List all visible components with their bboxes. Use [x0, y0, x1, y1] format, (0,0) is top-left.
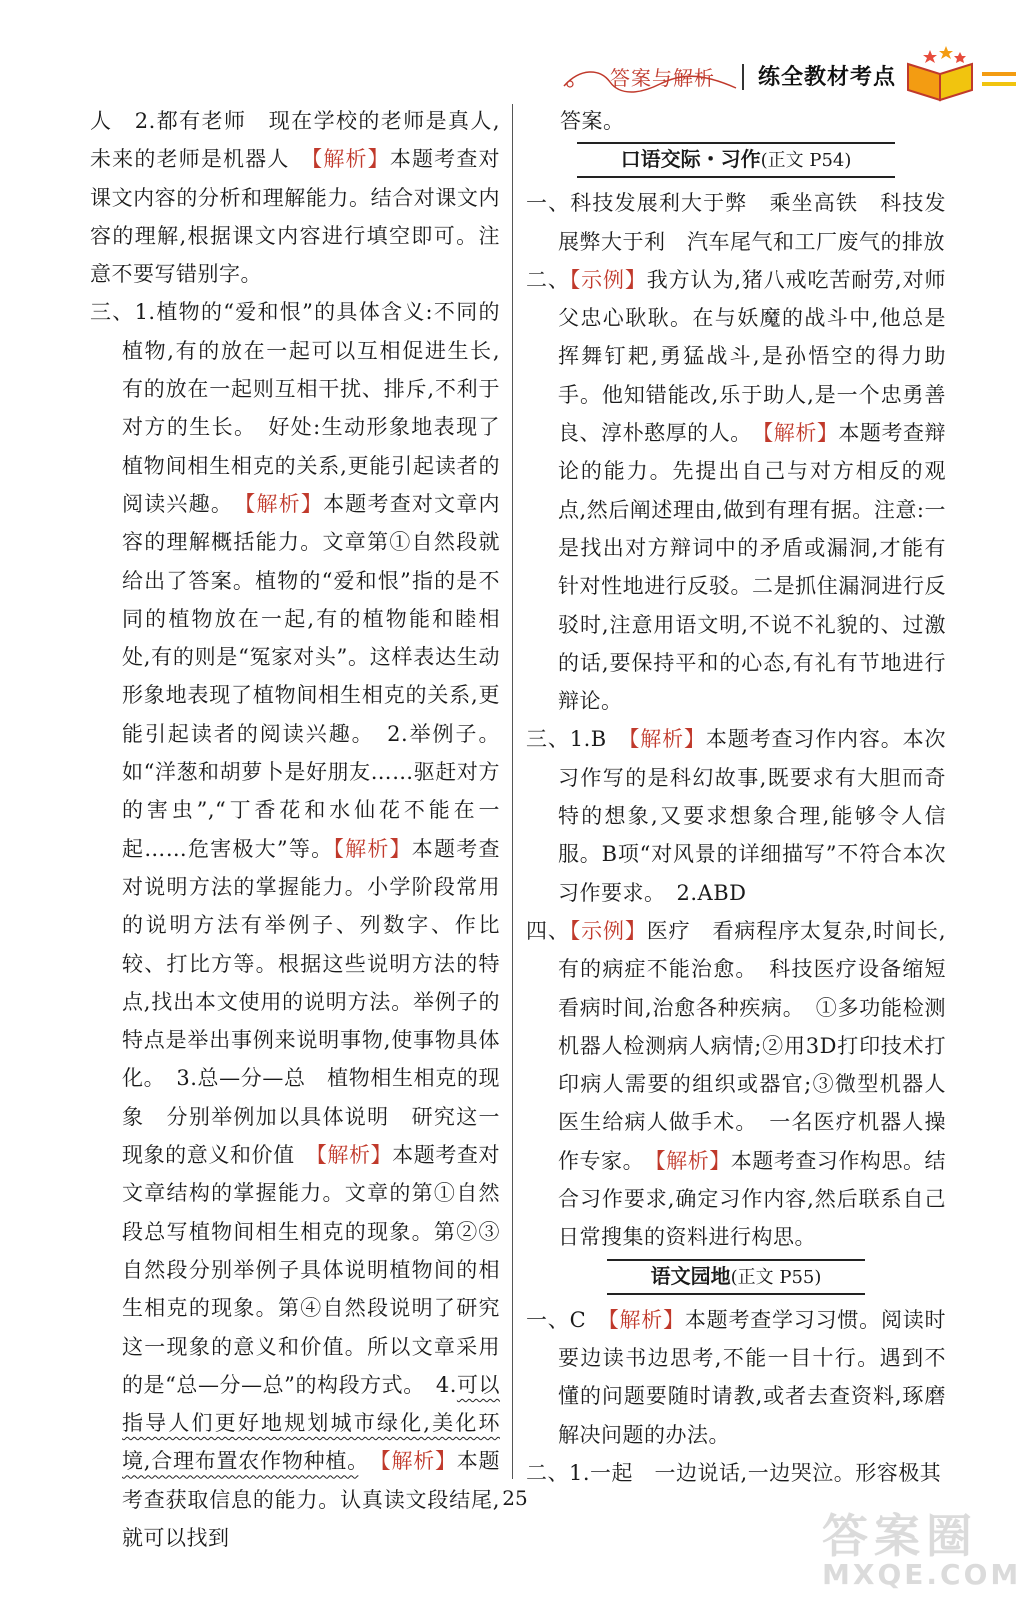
answer-item — [526, 1454, 946, 1492]
answer-continuation — [526, 102, 946, 140]
answer-text: 答案。 — [560, 109, 625, 133]
section-title: 答案与解析 — [610, 66, 715, 90]
column-divider — [512, 104, 513, 1479]
section-heading-box — [577, 142, 896, 178]
answer-text: 我方认为,猪八戒吃苦耐劳,对师父忠心耿耿。在与妖魔的战斗中,他总是挥舞钉耙,勇猛战斗,是孙悟空的得力助手。他知错能改,乐于助人,是一个忠勇善良、淳朴憨厚的人。 — [558, 267, 946, 446]
section-heading-box — [607, 1259, 866, 1295]
answer-item — [526, 184, 946, 261]
explanation-tag: 【解析】 — [333, 836, 412, 861]
explanation-tag: 【解析】 — [244, 491, 324, 516]
answer-item — [526, 261, 946, 721]
left-column — [90, 102, 500, 1557]
answer-text: 二、 — [526, 267, 570, 292]
answer-text: 本题考查对文章内容的理解概括能力。文章第①自然段就给出了答案。植物的“爱和恨”指的是不同的植物放在一起,有的植物能和睦相处,有的则是“冤家对头”。这样表达生动形象地表现了植物间相生相克的关系,更能引起读者的阅读兴趣。 2.举例子。如“洋葱和胡萝卜是好朋友……驱赶对方的害虫”,“丁香花和水仙花不能在一起……危害极大”等。 — [122, 491, 501, 861]
answer-item — [90, 293, 500, 1557]
answer-text: 三、1.植物的“爱和恨”的具体含义:不同的植物,有的放在一起可以互相促进生长,有的放在一起则互相干扰、排斥,不利于对方的生长。 好处:生动形象地表现了植物间相生相克的关系,更能引起读者的阅读兴趣。 — [90, 300, 500, 516]
section-heading — [526, 1259, 946, 1295]
watermark-line-2: MXQE.COM — [822, 1558, 1022, 1591]
section-heading-title: 语文园地 — [650, 1263, 731, 1288]
answer-text: 本题考查习作构思。结合习作要求,确定习作内容,然后联系自己日常搜集的资料进行构思。 — [558, 1148, 947, 1250]
answer-text: 本题考查辩论的能力。先提出自己与对方相反的观点,然后阐述理由,做到有理有据。注意:一是找出对方辩词中的矛盾或漏洞,才能有针对性地进行反驳。二是抓住漏洞进行反驳时,注意用语文明,不说不礼貌的、过激的话,要保持平和的心态,有礼有节地进行辩论。 — [558, 421, 947, 714]
section-heading-title: 口语交际・习作 — [620, 147, 761, 172]
explanation-tag: 【示例】 — [569, 918, 647, 943]
section-heading — [526, 142, 946, 178]
right-column — [526, 102, 946, 1492]
explanation-tag: 【示例】 — [569, 267, 647, 292]
header-divider — [742, 64, 744, 90]
answer-text: 本题考查对课文内容的分析和理解能力。结合对课文内容的理解,根据课文内容进行填空即可。注意不要写错别字。 — [90, 147, 501, 287]
page-number: 25 — [502, 1486, 528, 1510]
answer-text: 本题考查学习习惯。阅读时要边读书边思考,不能一目十行。遇到不懂的问题要随时请教,或者去查资料,琢磨解决问题的办法。 — [558, 1307, 947, 1447]
section-heading-page-ref: (正文 P55) — [730, 1266, 822, 1288]
answer-text: 三、1.B — [526, 727, 629, 752]
explanation-tag: 【解析】 — [655, 1148, 731, 1173]
open-book-icon — [900, 44, 1020, 104]
answer-text: 本题考查习作内容。本次习作写的是科幻故事,既要求有大胆而奇特的想象,又要求想象合理,能够令人信服。B项“对风景的详细描写”不符合本次习作要求。 2.ABD — [558, 727, 947, 905]
underlined-answer: 可以指导人们更好地规划城市绿化,美化环境,合理布置农作物种植。 — [122, 1372, 500, 1474]
explanation-tag: 【解析】 — [628, 727, 706, 752]
answer-continuation — [90, 102, 500, 293]
answer-text: 本题考查获取信息的能力。认真读文段结尾,就可以找到 — [122, 1449, 501, 1550]
watermark-logo — [822, 1500, 1022, 1596]
watermark-line-1: 答案圈 — [822, 1509, 978, 1563]
answer-text: 本题考查对文章结构的掌握能力。文章的第①自然段总写植物间相生相克的现象。第②③自然段分别举例子具体说明植物间的相生相克的现象。第④自然段说明了研究这一现象的意义和价值。所以文章采用的是“总—分—总”的构段方式。 4. — [122, 1143, 501, 1397]
explanation-tag: 【解析】 — [316, 1143, 393, 1168]
answer-text: 本题考查对说明方法的掌握能力。小学阶段常用的说明方法有举例子、列数字、作比较、打比方等。根据这些说明方法的特点,找出本文使用的说明方法。举例子的特点是举出事例来说明事物,使事物具体化。 3.总—分—总 植物相生相克的现象 分别举例加以具体说明 研究这一现象的意义和价值 — [122, 836, 500, 1168]
brand-title: 练全教材考点 — [758, 65, 897, 90]
answer-text: 一、科技发展利大于弊 乘坐高铁 科技发展弊大于利 汽车尾气和工厂废气的排放 — [526, 191, 946, 254]
explanation-tag: 【解析】 — [311, 147, 390, 172]
answer-item — [526, 720, 946, 911]
explanation-tag: 【解析】 — [380, 1449, 457, 1474]
explanation-tag: 【解析】 — [762, 421, 839, 446]
explanation-tag: 【解析】 — [608, 1307, 685, 1332]
answer-text: 四、 — [526, 918, 570, 943]
answer-text — [358, 1449, 380, 1473]
answer-text: 一、C — [526, 1307, 609, 1332]
answer-text: 医疗 看病程序太复杂,时间长,有的病症不能治愈。 科技医疗设备缩短看病时间,治愈各种疾病。 ①多功能检测机器人检测病人病情;②用3D打印技术打印病人需要的组织或器官;③微型机器人医生给病人做手术。 一名医疗机器人操作专家。 — [558, 918, 946, 1173]
answer-text: 二、1.一起 一边说话,一边哭泣。形容极其 — [526, 1460, 942, 1485]
answer-item — [526, 912, 946, 1257]
answer-item — [526, 1301, 946, 1454]
page-header — [0, 0, 1027, 110]
section-heading-page-ref: (正文 P54) — [760, 150, 852, 172]
answer-text: 人 2.都有老师 现在学校的老师是真人,未来的老师是机器人 — [90, 109, 500, 172]
